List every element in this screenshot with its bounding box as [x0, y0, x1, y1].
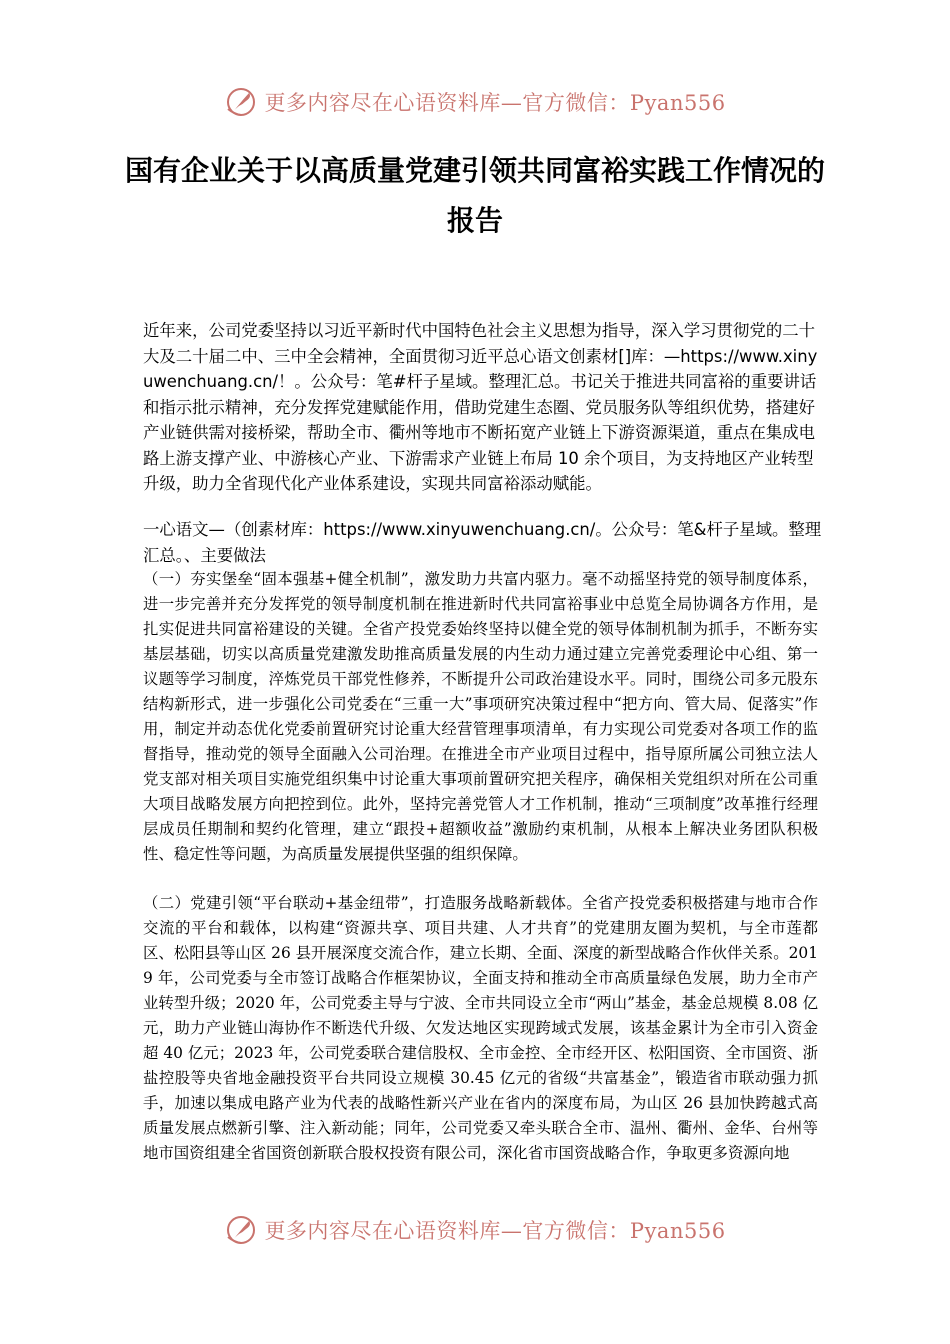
top-watermark-banner — [0, 80, 950, 124]
quill-circle-icon — [224, 85, 258, 119]
section-heading: 一心语文—（创素材库：https://www.xinyuwenchuang.cn/。公众号：笔&杆子星域。整理汇总。、主要做法 — [143, 520, 822, 565]
quill-circle-icon — [224, 1213, 258, 1247]
watermark-text: 更多内容尽在心语资料库—官方微信：Pyan556 — [264, 1219, 726, 1243]
bottom-watermark-banner — [0, 1208, 950, 1252]
section-2-paragraph: （二）党建引领“平台联动+基金纽带”，打造服务战略新载体。全省产投党委积极搭建与地市合作交流的平台和载体，以构建“资源共享、项目共建、人才共育”的党建朋友圈为契机，与全市莲都区、松阳县等山区 26 县开展深度交流合作，建立长期、全面、深度的新型战略合作伙伴关系。2019 年，公司党委与全市签订战略合作框架协议，全面支持和推动全市高质量绿色发展，助力全市产业转型升级；2020 年，公司党委主导与宁波、全市共同设立全市“两山”基金，基金总规模 8.08 亿元，助力产业链山海协作不断迭代升级、欠发达地区实现跨域式发展，该基金累计为全市引入资金超 40 亿元；2023 年，公司党委联合建信股权、全市金控、全市经开区、松阳国资、全市国资、浙盐控股等央省地金融投资平台共同设立规模 30.45 亿元的省级“共富基金”，锻造省市联动强力抓手，加速以集成电路产业为代表的战略性新兴产业在省内的深度布局，为山区 26 县加快跨越式高质量发展点燃新引擎、注入新动能；同年，公司党委又牵头联合全市、温州、衢州、金华、台州等地市国资组建全省国资创新联合股权投资有限公司，深化省市国资战略合作，争取更多资源向地 — [143, 894, 818, 1162]
intro-paragraph: 近年来，公司党委坚持以习近平新时代中国特色社会主义思想为指导，深入学习贯彻党的二十大及二十届二中、三中全会精神，全面贯彻习近平总心语文创素材[]库：—https://www.xinyuwenchuang.cn/！。公众号：笔#杆子星域。整理汇总。书记关于推进共同富裕的重要讲话和指示批示精神，充分发挥党建赋能作用，借助党建生态圈、党员服务队等组织优势，搭建好产业链供需对接桥梁，帮助全市、衢州等地市不断拓宽产业链上下游资源渠道，重点在集成电路上游支撑产业、中游核心产业、下游需求产业链上布局 10 余个项目，为支持地区产业转型升级，助力全省现代化产业体系建设，实现共同富裕添动赋能。 — [143, 321, 818, 493]
section-1-paragraph: （一）夯实堡垒“固本强基+健全机制”，激发助力共富内驱力。毫不动摇坚持党的领导制度体系，进一步完善并充分发挥党的领导制度机制在推进新时代共同富裕事业中总览全局协调各方作用，是扎实促进共同富裕建设的关键。全省产投党委始终坚持以健全党的领导体制机制为抓手，不断夯实基层基础，切实以高质量党建激发助推高质量发展的内生动力通过建立完善党委理论中心组、第一议题等学习制度，淬炼党员干部党性修养，不断提升公司政治建设水平。同时，围绕公司多元股东结构新形式，进一步强化公司党委在“三重一大”事项研究决策过程中“把方向、管大局、促落实”作用，制定并动态优化党委前置研究讨论重大经营管理事项清单，有力实现公司党委对各项工作的监督指导，推动党的领导全面融入公司治理。在推进全市产业项目过程中，指导原所属公司独立法人党支部对相关项目实施党组织集中讨论重大事项前置研究把关程序，确保相关党组织对所在公司重大项目战略发展方向把控到位。此外，坚持完善党管人才工作机制，推动“三项制度”改革推行经理层成员任期制和契约化管理，建立“跟投+超额收益”激励约束机制，从根本上解决业务团队积极性、稳定性等问题，为高质量发展提供坚强的组织保障。 — [143, 570, 818, 863]
document-title: 国有企业关于以高质量党建引领共同富裕实践工作情况的报告 — [124, 154, 825, 237]
watermark-text: 更多内容尽在心语资料库—官方微信：Pyan556 — [264, 91, 726, 115]
